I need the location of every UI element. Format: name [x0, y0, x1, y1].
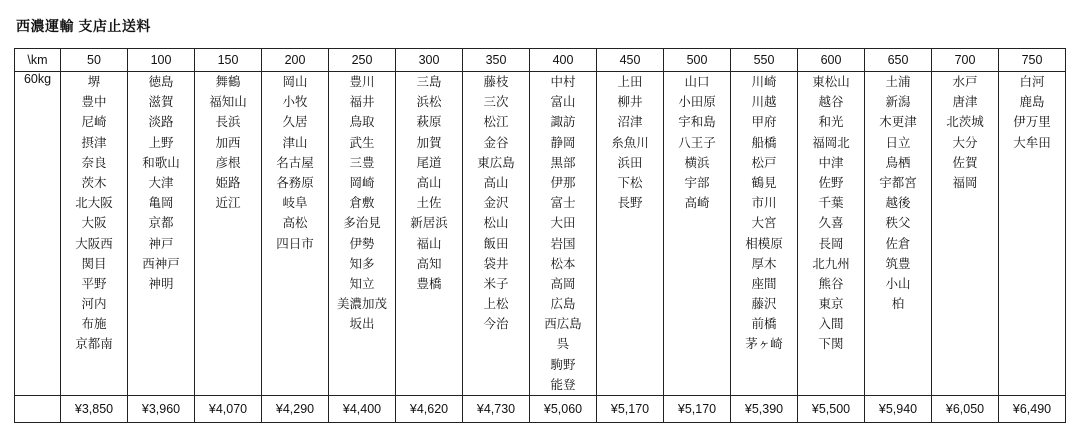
row-label-weight: 60kg: [15, 72, 61, 396]
city-name: 長浜: [215, 115, 241, 130]
city-name: 飯田: [483, 236, 509, 251]
city-name: 京都: [148, 216, 174, 231]
city-name: 船橋: [751, 135, 777, 150]
price-cell: ¥5,060: [530, 396, 597, 423]
price-cell: ¥4,400: [329, 396, 396, 423]
city-list-cell: [865, 72, 932, 396]
city-name: 岡崎: [349, 175, 375, 190]
city-name: 中村: [550, 75, 576, 89]
city-name: 福岡北: [812, 135, 850, 150]
city-name: 美濃加茂: [336, 297, 387, 312]
price-cell: ¥6,050: [932, 396, 999, 423]
city-name: 東広島: [477, 155, 515, 170]
city-name: 武生: [349, 135, 375, 150]
column-header-distance: 450: [597, 49, 664, 72]
city-name: 市川: [751, 196, 777, 211]
column-header-distance: 650: [865, 49, 932, 72]
city-name: 大阪西: [75, 236, 113, 251]
city-name: 諏訪: [550, 115, 576, 130]
city-name: 鳥取: [349, 115, 375, 130]
city-list-cell: [530, 72, 597, 396]
city-name: 上松: [483, 297, 509, 312]
column-header-distance: 100: [128, 49, 195, 72]
city-name: 高岡: [550, 276, 576, 291]
city-name: 横浜: [684, 155, 710, 170]
city-name: 川崎: [751, 75, 777, 89]
column-header-distance: 550: [731, 49, 798, 72]
city-name: 伊那: [550, 175, 576, 190]
city-list-cell: [664, 72, 731, 396]
city-name: 平野: [81, 276, 107, 291]
city-name: 鳥栖: [885, 155, 911, 170]
column-header-distance: 500: [664, 49, 731, 72]
city-name: 宇和島: [678, 115, 716, 130]
city-name: 知多: [349, 256, 375, 271]
city-list-cell: [329, 72, 396, 396]
city-name: 関目: [81, 256, 107, 271]
city-name: 柏: [891, 297, 905, 312]
price-cell: ¥4,730: [463, 396, 530, 423]
city-name: 富山: [550, 95, 576, 110]
city-name: 和光: [818, 115, 844, 130]
city-list-cell: [61, 72, 128, 396]
city-name: 姫路: [215, 175, 241, 190]
column-header-distance: 600: [798, 49, 865, 72]
column-header-distance: 700: [932, 49, 999, 72]
city-name: 亀岡: [148, 196, 174, 211]
price-cell: ¥5,170: [597, 396, 664, 423]
city-name: 小牧: [282, 95, 308, 110]
table-body: [15, 72, 1066, 396]
city-name: 北茨城: [946, 115, 984, 130]
city-name: 松江: [483, 115, 509, 130]
city-name: 藤沢: [751, 297, 777, 312]
city-name: 新居浜: [410, 216, 448, 231]
city-name: 多治見: [343, 216, 381, 231]
city-name: 越谷: [818, 95, 844, 110]
city-name: 福知山: [209, 95, 247, 110]
city-name: 北大阪: [75, 196, 113, 211]
city-name: 大分: [952, 135, 978, 150]
city-name: 長野: [617, 196, 643, 211]
city-name: 能登: [550, 377, 576, 392]
city-name: 大津: [148, 175, 174, 190]
city-name: 上野: [148, 135, 174, 150]
city-name: 越後: [885, 196, 911, 211]
city-name: 呉: [556, 337, 570, 352]
city-name: 豊中: [81, 95, 107, 110]
city-name: 倉敷: [349, 196, 375, 211]
city-name: 佐賀: [952, 155, 978, 170]
city-name: 知立: [349, 276, 375, 291]
city-name: 各務原: [276, 175, 314, 190]
city-name: 八王子: [678, 135, 716, 150]
city-name: 山口: [684, 75, 710, 89]
city-name: 金沢: [483, 196, 509, 211]
city-name: 小山: [885, 276, 911, 291]
city-name: 和歌山: [142, 155, 180, 170]
city-name: 座間: [751, 276, 777, 291]
city-name: 川越: [751, 95, 777, 110]
city-name: 相模原: [745, 236, 783, 251]
column-header-distance: 300: [396, 49, 463, 72]
city-name: 土佐: [416, 196, 442, 211]
city-name: 名古屋: [276, 155, 314, 170]
city-name: 東京: [818, 297, 844, 312]
city-name: 高山: [483, 175, 509, 190]
table-footer: [15, 396, 1066, 423]
city-name: 岡山: [282, 75, 308, 89]
price-cell: ¥6,490: [999, 396, 1066, 423]
column-header-distance: 250: [329, 49, 396, 72]
city-name: 水戸: [952, 75, 978, 89]
city-name: 宇部: [684, 175, 710, 190]
city-name: 近江: [215, 196, 241, 211]
city-name: 筑豊: [885, 256, 911, 271]
price-cell: ¥3,960: [128, 396, 195, 423]
price-cell: ¥3,850: [61, 396, 128, 423]
city-name: 河内: [81, 297, 107, 312]
city-name: 西広島: [544, 317, 582, 332]
city-name: 黒部: [550, 155, 576, 170]
city-name: 福山: [416, 236, 442, 251]
city-name: 新潟: [885, 95, 911, 110]
city-name: 高松: [282, 216, 308, 231]
city-name: 坂出: [349, 317, 375, 332]
city-name: 甲府: [751, 115, 777, 130]
page-title: 西濃運輸 支店止送料: [16, 18, 151, 34]
city-name: 三島: [416, 75, 442, 89]
city-name: 米子: [483, 276, 509, 291]
city-name: 松山: [483, 216, 509, 231]
city-name: 加賀: [416, 135, 442, 150]
city-name: 堺: [87, 75, 101, 89]
city-name: 茅ヶ崎: [745, 337, 783, 352]
city-list-cell: [396, 72, 463, 396]
city-name: 日立: [885, 135, 911, 150]
city-name: 千葉: [818, 196, 844, 211]
price-cell: ¥5,170: [664, 396, 731, 423]
city-name: 大宮: [751, 216, 777, 231]
city-name: 厚木: [751, 256, 777, 271]
city-name: 上田: [617, 75, 643, 89]
city-name: 岩国: [550, 236, 576, 251]
city-name: 福岡: [952, 175, 978, 190]
city-name: 舞鶴: [215, 75, 241, 89]
city-name: 下関: [818, 337, 844, 352]
city-name: 浜松: [416, 95, 442, 110]
price-row: [15, 396, 1066, 423]
city-name: 秩父: [885, 216, 911, 231]
city-name: 北九州: [812, 256, 850, 271]
city-name: 金谷: [483, 135, 509, 150]
city-name: 三次: [483, 95, 509, 110]
city-name: 駒野: [550, 357, 576, 372]
city-name: 徳島: [148, 75, 174, 89]
city-name: 静岡: [550, 135, 576, 150]
column-header-distance: 150: [195, 49, 262, 72]
city-name: 岐阜: [282, 196, 308, 211]
city-name: 袋井: [483, 256, 509, 271]
city-name: 白河: [1019, 75, 1045, 89]
city-name: 高崎: [684, 196, 710, 211]
city-name: 前橋: [751, 317, 777, 332]
price-row-corner: [15, 396, 61, 423]
city-name: 四日市: [276, 236, 314, 251]
city-name: 高山: [416, 175, 442, 190]
city-name: 木更津: [879, 115, 917, 130]
city-list-cell: [195, 72, 262, 396]
city-name: 豊橋: [416, 276, 442, 291]
city-list-cell: [932, 72, 999, 396]
city-name: 滋賀: [148, 95, 174, 110]
city-name: 鶴見: [751, 175, 777, 190]
city-name: 福井: [349, 95, 375, 110]
table-row: [15, 72, 1066, 396]
city-name: 大牟田: [1013, 135, 1051, 150]
column-header-distance: 50: [61, 49, 128, 72]
city-name: 布施: [81, 317, 107, 332]
city-name: 彦根: [215, 155, 241, 170]
city-name: 豊川: [349, 75, 375, 89]
city-name: 松本: [550, 256, 576, 271]
city-list-cell: [731, 72, 798, 396]
city-name: 佐野: [818, 175, 844, 190]
city-name: 広島: [550, 297, 576, 312]
city-name: 今治: [483, 317, 509, 332]
city-name: 三豊: [349, 155, 375, 170]
city-list-cell: [597, 72, 664, 396]
city-name: 沼津: [617, 115, 643, 130]
header-row: [15, 49, 1066, 72]
city-name: 久居: [282, 115, 308, 130]
city-name: 伊勢: [349, 236, 375, 251]
city-name: 藤枝: [483, 75, 509, 89]
price-cell: ¥4,070: [195, 396, 262, 423]
price-cell: ¥5,940: [865, 396, 932, 423]
city-name: 糸魚川: [611, 135, 649, 150]
column-header-distance: 200: [262, 49, 329, 72]
price-cell: ¥5,390: [731, 396, 798, 423]
city-name: 唐津: [952, 95, 978, 110]
city-list-cell: [262, 72, 329, 396]
city-name: 宇都宮: [879, 175, 917, 190]
column-header-distance: 750: [999, 49, 1066, 72]
column-header-distance: 350: [463, 49, 530, 72]
city-name: 大阪: [81, 216, 107, 231]
city-name: 佐倉: [885, 236, 911, 251]
city-name: 中津: [818, 155, 844, 170]
city-list-cell: [463, 72, 530, 396]
price-cell: ¥4,620: [396, 396, 463, 423]
city-list-cell: [999, 72, 1066, 396]
city-name: 松戸: [751, 155, 777, 170]
price-cell: ¥5,500: [798, 396, 865, 423]
city-name: 鹿島: [1019, 95, 1045, 110]
city-name: 萩原: [416, 115, 442, 130]
city-name: 茨木: [81, 175, 107, 190]
city-name: 尾道: [416, 155, 442, 170]
city-name: 京都南: [75, 337, 113, 352]
city-name: 西神戸: [142, 256, 180, 271]
city-name: 神明: [148, 276, 174, 291]
city-name: 熊谷: [818, 276, 844, 291]
city-name: 東松山: [812, 75, 850, 89]
city-name: 加西: [215, 135, 241, 150]
city-list-cell: [798, 72, 865, 396]
price-cell: ¥4,290: [262, 396, 329, 423]
city-name: 柳井: [617, 95, 643, 110]
table-header: [15, 49, 1066, 72]
city-name: 大田: [550, 216, 576, 231]
city-name: 神戸: [148, 236, 174, 251]
city-name: 入間: [818, 317, 844, 332]
city-name: 奈良: [81, 155, 107, 170]
city-name: 伊万里: [1013, 115, 1051, 130]
city-name: 下松: [617, 175, 643, 190]
city-name: 摂津: [81, 135, 107, 150]
city-name: 尼崎: [81, 115, 107, 130]
city-name: 淡路: [148, 115, 174, 130]
city-name: 高知: [416, 256, 442, 271]
city-name: 津山: [282, 135, 308, 150]
city-name: 長岡: [818, 236, 844, 251]
column-header-distance: 400: [530, 49, 597, 72]
city-name: 土浦: [885, 75, 911, 89]
header-corner-km: \km: [15, 49, 61, 72]
shipping-rate-table: [14, 48, 1066, 423]
city-name: 富士: [550, 196, 576, 211]
city-name: 久喜: [818, 216, 844, 231]
city-name: 浜田: [617, 155, 643, 170]
city-name: 小田原: [678, 95, 716, 110]
city-list-cell: [128, 72, 195, 396]
